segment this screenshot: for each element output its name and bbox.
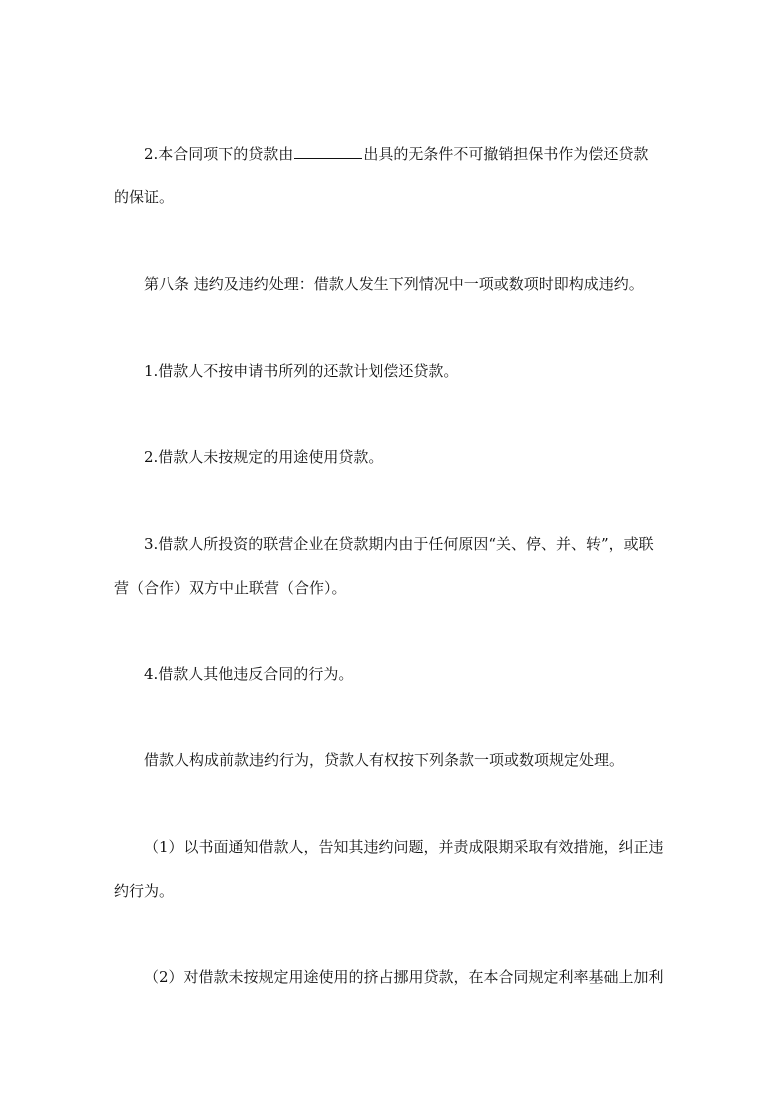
paragraph-handling — [114, 749, 662, 771]
paragraph-handling-2 — [114, 966, 662, 988]
paragraph-line: （2）对借款未按规定用途使用的挤占挪用贷款，在本合同规定利率基础上加利 — [144, 968, 664, 986]
paragraph-line: 2.借款人未按规定的用途使用贷款。 — [144, 448, 384, 466]
paragraph-line: 借款人构成前款违约行为，贷款人有权按下列条款一项或数项规定处理。 — [144, 751, 625, 769]
paragraph-item-4 — [114, 663, 662, 685]
paragraph-line: 3.借款人所投资的联营企业在贷款期内由于任何原因“关、停、并、转”，或联 — [144, 535, 654, 553]
paragraph-handling-1 — [114, 836, 662, 902]
paragraph-article-8 — [114, 273, 662, 295]
paragraph-guarantee — [114, 142, 662, 208]
paragraph-line: 4.借款人其他违反合同的行为。 — [144, 665, 354, 683]
paragraph-line: 的保证。 — [114, 188, 175, 206]
blank-underline — [294, 142, 362, 159]
paragraph-line: 1.借款人不按申请书所列的还款计划偿还贷款。 — [144, 362, 459, 380]
paragraph-item-3 — [114, 533, 662, 599]
paragraph-line: 营（合作）双方中止联营（合作）。 — [114, 579, 347, 597]
paragraph-item-2 — [114, 446, 662, 468]
text-segment: 出具的无条件不可撤销担保书作为偿还贷款 — [363, 145, 649, 163]
paragraph-line — [114, 142, 662, 164]
paragraph-item-1 — [114, 360, 662, 382]
paragraph-line: （1）以书面通知借款人，告知其违约问题，并责成限期采取有效措施，纠正违 — [144, 838, 664, 856]
text-segment: 2.本合同项下的贷款由 — [144, 145, 294, 163]
paragraph-line: 约行为。 — [114, 882, 175, 900]
paragraph-line: 第八条 违约及违约处理：借款人发生下列情况中一项或数项时即构成违约。 — [144, 275, 644, 293]
